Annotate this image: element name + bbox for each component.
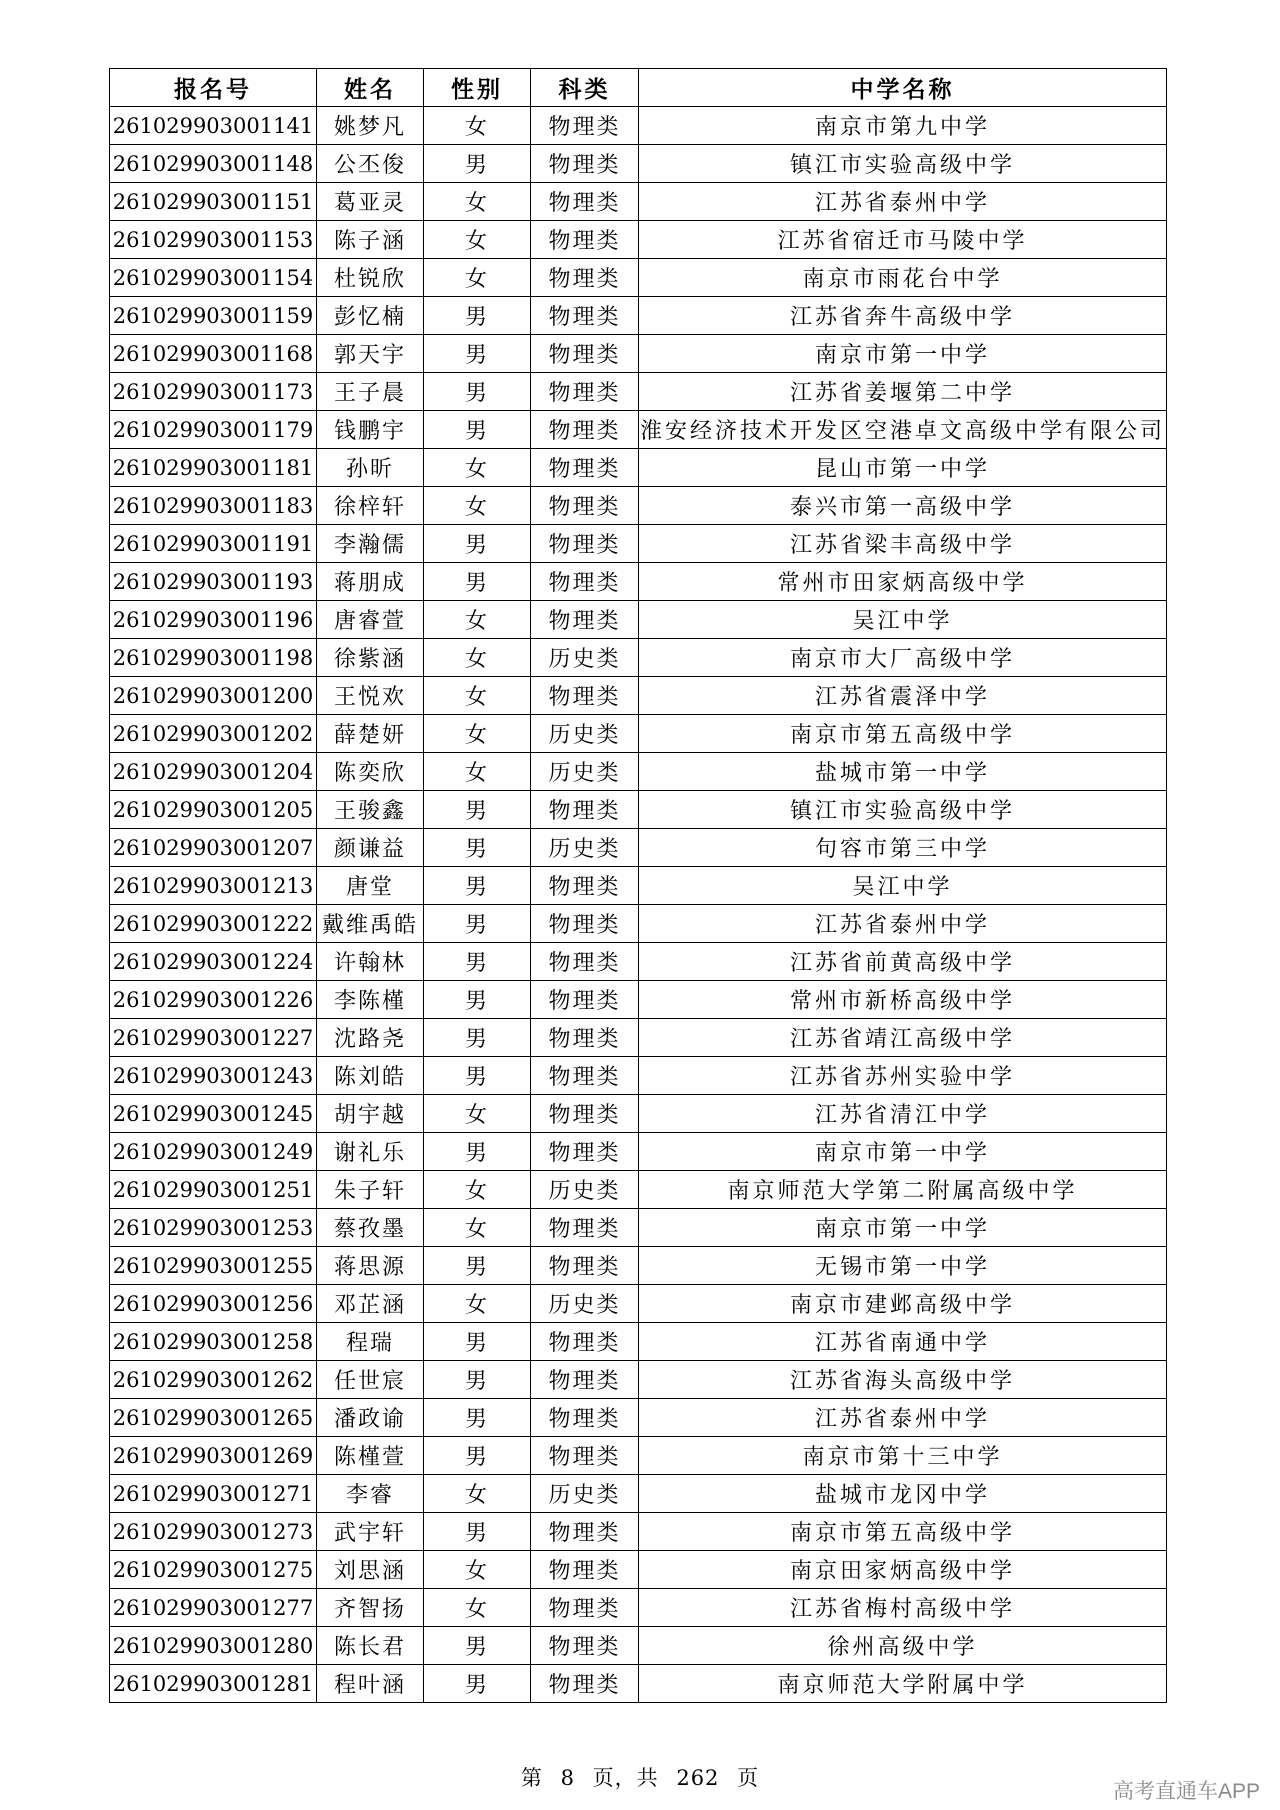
table-row <box>110 715 1167 753</box>
subject-track-cell: 历史类 <box>531 829 639 867</box>
table-row <box>110 943 1167 981</box>
gender-cell: 男 <box>424 1627 531 1665</box>
student-name-cell: 薛楚妍 <box>317 715 424 753</box>
table-row <box>110 1361 1167 1399</box>
table-row <box>110 1019 1167 1057</box>
registration-no-cell: 261029903001179 <box>110 411 317 449</box>
student-name-cell: 彭忆楠 <box>317 297 424 335</box>
registration-no-cell: 261029903001183 <box>110 487 317 525</box>
school-name-cell: 江苏省宿迁市马陵中学 <box>639 221 1167 259</box>
table-row <box>110 259 1167 297</box>
table-row <box>110 1513 1167 1551</box>
registration-no-cell: 261029903001207 <box>110 829 317 867</box>
gender-cell: 男 <box>424 297 531 335</box>
table-row <box>110 1475 1167 1513</box>
school-name-cell: 江苏省前黄高级中学 <box>639 943 1167 981</box>
student-name-cell: 谢礼乐 <box>317 1133 424 1171</box>
student-name-cell: 杜锐欣 <box>317 259 424 297</box>
table-row <box>110 449 1167 487</box>
school-name-cell: 南京市第一中学 <box>639 1209 1167 1247</box>
subject-track-cell: 物理类 <box>531 335 639 373</box>
school-name-cell: 淮安经济技术开发区空港卓文高级中学有限公司 <box>639 411 1167 449</box>
gender-cell: 男 <box>424 1323 531 1361</box>
registration-no-cell: 261029903001249 <box>110 1133 317 1171</box>
gender-cell: 男 <box>424 1133 531 1171</box>
student-name-cell: 唐堂 <box>317 867 424 905</box>
gender-cell: 女 <box>424 449 531 487</box>
registration-no-cell: 261029903001277 <box>110 1589 317 1627</box>
registration-no-cell: 261029903001154 <box>110 259 317 297</box>
registration-no-cell: 261029903001271 <box>110 1475 317 1513</box>
student-name-cell: 颜谦益 <box>317 829 424 867</box>
subject-track-cell: 历史类 <box>531 753 639 791</box>
gender-cell: 男 <box>424 145 531 183</box>
table-row <box>110 1399 1167 1437</box>
subject-track-cell: 物理类 <box>531 1247 639 1285</box>
student-name-cell: 程叶涵 <box>317 1665 424 1703</box>
footer-total-pages: 262 <box>676 1766 720 1790</box>
subject-track-cell: 物理类 <box>531 1627 639 1665</box>
gender-cell: 女 <box>424 183 531 221</box>
gender-cell: 男 <box>424 943 531 981</box>
student-name-cell: 邓芷涵 <box>317 1285 424 1323</box>
school-name-cell: 泰兴市第一高级中学 <box>639 487 1167 525</box>
roster-table <box>109 68 1167 1703</box>
registration-no-cell: 261029903001193 <box>110 563 317 601</box>
school-name-cell: 镇江市实验高级中学 <box>639 791 1167 829</box>
school-name-cell: 江苏省苏州实验中学 <box>639 1057 1167 1095</box>
footer-page-number: 8 <box>560 1766 575 1790</box>
school-name-cell: 盐城市龙冈中学 <box>639 1475 1167 1513</box>
subject-track-cell: 物理类 <box>531 449 639 487</box>
header-school-name: 中学名称 <box>639 69 1167 107</box>
student-name-cell: 唐睿萱 <box>317 601 424 639</box>
student-name-cell: 朱子轩 <box>317 1171 424 1209</box>
registration-no-cell: 261029903001243 <box>110 1057 317 1095</box>
student-name-cell: 陈槿萱 <box>317 1437 424 1475</box>
registration-no-cell: 261029903001256 <box>110 1285 317 1323</box>
student-name-cell: 徐紫涵 <box>317 639 424 677</box>
school-name-cell: 南京市雨花台中学 <box>639 259 1167 297</box>
subject-track-cell: 物理类 <box>531 487 639 525</box>
student-name-cell: 公丕俊 <box>317 145 424 183</box>
subject-track-cell: 物理类 <box>531 1133 639 1171</box>
school-name-cell: 江苏省清江中学 <box>639 1095 1167 1133</box>
student-name-cell: 李睿 <box>317 1475 424 1513</box>
registration-no-cell: 261029903001173 <box>110 373 317 411</box>
table-row <box>110 1057 1167 1095</box>
gender-cell: 女 <box>424 601 531 639</box>
subject-track-cell: 物理类 <box>531 145 639 183</box>
subject-track-cell: 物理类 <box>531 1551 639 1589</box>
subject-track-cell: 物理类 <box>531 297 639 335</box>
footer-middle: 页，共 <box>592 1766 659 1790</box>
school-name-cell: 盐城市第一中学 <box>639 753 1167 791</box>
school-name-cell: 江苏省海头高级中学 <box>639 1361 1167 1399</box>
table-row <box>110 1285 1167 1323</box>
registration-no-cell: 261029903001141 <box>110 107 317 145</box>
registration-no-cell: 261029903001262 <box>110 1361 317 1399</box>
gender-cell: 女 <box>424 639 531 677</box>
registration-no-cell: 261029903001153 <box>110 221 317 259</box>
table-row <box>110 1665 1167 1703</box>
table-row <box>110 411 1167 449</box>
gender-cell: 男 <box>424 867 531 905</box>
school-name-cell: 南京师范大学第二附属高级中学 <box>639 1171 1167 1209</box>
gender-cell: 女 <box>424 1475 531 1513</box>
student-name-cell: 陈子涵 <box>317 221 424 259</box>
footer-suffix: 页 <box>737 1766 760 1790</box>
subject-track-cell: 历史类 <box>531 715 639 753</box>
table-row <box>110 601 1167 639</box>
student-name-cell: 蔡孜墨 <box>317 1209 424 1247</box>
school-name-cell: 吴江中学 <box>639 601 1167 639</box>
gender-cell: 女 <box>424 221 531 259</box>
school-name-cell: 江苏省泰州中学 <box>639 905 1167 943</box>
gender-cell: 女 <box>424 259 531 297</box>
gender-cell: 男 <box>424 525 531 563</box>
subject-track-cell: 物理类 <box>531 1209 639 1247</box>
header-row <box>110 69 1167 107</box>
gender-cell: 男 <box>424 1247 531 1285</box>
subject-track-cell: 历史类 <box>531 1171 639 1209</box>
school-name-cell: 南京市第一中学 <box>639 1133 1167 1171</box>
registration-no-cell: 261029903001265 <box>110 1399 317 1437</box>
gender-cell: 女 <box>424 1209 531 1247</box>
registration-no-cell: 261029903001281 <box>110 1665 317 1703</box>
student-name-cell: 戴维禹皓 <box>317 905 424 943</box>
registration-no-cell: 261029903001213 <box>110 867 317 905</box>
student-name-cell: 程瑞 <box>317 1323 424 1361</box>
subject-track-cell: 物理类 <box>531 981 639 1019</box>
student-name-cell: 徐梓轩 <box>317 487 424 525</box>
subject-track-cell: 物理类 <box>531 563 639 601</box>
subject-track-cell: 物理类 <box>531 525 639 563</box>
table-row <box>110 677 1167 715</box>
school-name-cell: 南京市第五高级中学 <box>639 715 1167 753</box>
table-row <box>110 829 1167 867</box>
watermark-text: 高考直通车APP <box>1112 1780 1260 1803</box>
school-name-cell: 江苏省靖江高级中学 <box>639 1019 1167 1057</box>
school-name-cell: 昆山市第一中学 <box>639 449 1167 487</box>
table-row <box>110 297 1167 335</box>
subject-track-cell: 物理类 <box>531 373 639 411</box>
registration-no-cell: 261029903001181 <box>110 449 317 487</box>
gender-cell: 女 <box>424 1171 531 1209</box>
school-name-cell: 南京市建邺高级中学 <box>639 1285 1167 1323</box>
subject-track-cell: 物理类 <box>531 1665 639 1703</box>
table-row <box>110 981 1167 1019</box>
student-name-cell: 钱鹏宇 <box>317 411 424 449</box>
table-row <box>110 1209 1167 1247</box>
table-row <box>110 791 1167 829</box>
page-footer <box>0 1762 1280 1792</box>
school-name-cell: 常州市新桥高级中学 <box>639 981 1167 1019</box>
school-name-cell: 句容市第三中学 <box>639 829 1167 867</box>
registration-no-cell: 261029903001275 <box>110 1551 317 1589</box>
student-name-cell: 胡宇越 <box>317 1095 424 1133</box>
gender-cell: 男 <box>424 373 531 411</box>
school-name-cell: 南京市第五高级中学 <box>639 1513 1167 1551</box>
gender-cell: 男 <box>424 335 531 373</box>
student-name-cell: 李陈槿 <box>317 981 424 1019</box>
table-row <box>110 221 1167 259</box>
table-row <box>110 1551 1167 1589</box>
registration-no-cell: 261029903001258 <box>110 1323 317 1361</box>
gender-cell: 女 <box>424 1589 531 1627</box>
subject-track-cell: 物理类 <box>531 943 639 981</box>
student-name-cell: 孙昕 <box>317 449 424 487</box>
subject-track-cell: 物理类 <box>531 601 639 639</box>
table-row <box>110 1247 1167 1285</box>
school-name-cell: 南京田家炳高级中学 <box>639 1551 1167 1589</box>
subject-track-cell: 物理类 <box>531 183 639 221</box>
gender-cell: 男 <box>424 829 531 867</box>
table-row <box>110 1627 1167 1665</box>
table-row <box>110 373 1167 411</box>
registration-no-cell: 261029903001222 <box>110 905 317 943</box>
subject-track-cell: 物理类 <box>531 1361 639 1399</box>
table-row <box>110 1171 1167 1209</box>
gender-cell: 女 <box>424 677 531 715</box>
footer-prefix: 第 <box>520 1766 543 1790</box>
subject-track-cell: 物理类 <box>531 1437 639 1475</box>
subject-track-cell: 物理类 <box>531 791 639 829</box>
student-name-cell: 姚梦凡 <box>317 107 424 145</box>
gender-cell: 男 <box>424 1361 531 1399</box>
school-name-cell: 南京师范大学附属中学 <box>639 1665 1167 1703</box>
registration-no-cell: 261029903001224 <box>110 943 317 981</box>
student-name-cell: 陈奕欣 <box>317 753 424 791</box>
table-row <box>110 487 1167 525</box>
school-name-cell: 江苏省泰州中学 <box>639 183 1167 221</box>
table-row <box>110 905 1167 943</box>
gender-cell: 男 <box>424 905 531 943</box>
school-name-cell: 江苏省梁丰高级中学 <box>639 525 1167 563</box>
table-row <box>110 183 1167 221</box>
table-row <box>110 1133 1167 1171</box>
subject-track-cell: 历史类 <box>531 1285 639 1323</box>
gender-cell: 男 <box>424 1057 531 1095</box>
school-name-cell: 南京市第一中学 <box>639 335 1167 373</box>
registration-no-cell: 261029903001200 <box>110 677 317 715</box>
student-name-cell: 许翰林 <box>317 943 424 981</box>
student-name-cell: 郭天宇 <box>317 335 424 373</box>
school-name-cell: 无锡市第一中学 <box>639 1247 1167 1285</box>
registration-no-cell: 261029903001198 <box>110 639 317 677</box>
subject-track-cell: 物理类 <box>531 867 639 905</box>
subject-track-cell: 物理类 <box>531 259 639 297</box>
gender-cell: 男 <box>424 1513 531 1551</box>
table-row <box>110 1323 1167 1361</box>
table-row <box>110 335 1167 373</box>
registration-no-cell: 261029903001204 <box>110 753 317 791</box>
registration-no-cell: 261029903001251 <box>110 1171 317 1209</box>
header-registration-no: 报名号 <box>110 69 317 107</box>
gender-cell: 女 <box>424 1551 531 1589</box>
subject-track-cell: 物理类 <box>531 1323 639 1361</box>
header-gender: 性别 <box>424 69 531 107</box>
registration-no-cell: 261029903001255 <box>110 1247 317 1285</box>
subject-track-cell: 物理类 <box>531 107 639 145</box>
school-name-cell: 徐州高级中学 <box>639 1627 1167 1665</box>
subject-track-cell: 物理类 <box>531 411 639 449</box>
registration-no-cell: 261029903001227 <box>110 1019 317 1057</box>
table-row <box>110 145 1167 183</box>
roster-body <box>110 107 1167 1703</box>
registration-no-cell: 261029903001196 <box>110 601 317 639</box>
student-name-cell: 武宇轩 <box>317 1513 424 1551</box>
student-name-cell: 蒋朋成 <box>317 563 424 601</box>
school-name-cell: 江苏省南通中学 <box>639 1323 1167 1361</box>
student-name-cell: 李瀚儒 <box>317 525 424 563</box>
registration-no-cell: 261029903001159 <box>110 297 317 335</box>
table-row <box>110 1095 1167 1133</box>
student-name-cell: 王子晨 <box>317 373 424 411</box>
registration-no-cell: 261029903001226 <box>110 981 317 1019</box>
registration-no-cell: 261029903001273 <box>110 1513 317 1551</box>
registration-no-cell: 261029903001151 <box>110 183 317 221</box>
table-row <box>110 525 1167 563</box>
student-name-cell: 齐智扬 <box>317 1589 424 1627</box>
gender-cell: 女 <box>424 1285 531 1323</box>
subject-track-cell: 物理类 <box>531 1399 639 1437</box>
subject-track-cell: 物理类 <box>531 905 639 943</box>
gender-cell: 男 <box>424 1437 531 1475</box>
subject-track-cell: 物理类 <box>531 1057 639 1095</box>
gender-cell: 女 <box>424 487 531 525</box>
subject-track-cell: 历史类 <box>531 639 639 677</box>
school-name-cell: 南京市第十三中学 <box>639 1437 1167 1475</box>
gender-cell: 女 <box>424 107 531 145</box>
school-name-cell: 镇江市实验高级中学 <box>639 145 1167 183</box>
table-row <box>110 639 1167 677</box>
school-name-cell: 南京市大厂高级中学 <box>639 639 1167 677</box>
registration-no-cell: 261029903001280 <box>110 1627 317 1665</box>
registration-no-cell: 261029903001245 <box>110 1095 317 1133</box>
registration-no-cell: 261029903001148 <box>110 145 317 183</box>
registration-no-cell: 261029903001269 <box>110 1437 317 1475</box>
registration-no-cell: 261029903001191 <box>110 525 317 563</box>
registration-no-cell: 261029903001253 <box>110 1209 317 1247</box>
table-row <box>110 1589 1167 1627</box>
subject-track-cell: 物理类 <box>531 221 639 259</box>
school-name-cell: 南京市第九中学 <box>639 107 1167 145</box>
subject-track-cell: 物理类 <box>531 1589 639 1627</box>
school-name-cell: 吴江中学 <box>639 867 1167 905</box>
subject-track-cell: 物理类 <box>531 1095 639 1133</box>
student-name-cell: 蒋思源 <box>317 1247 424 1285</box>
subject-track-cell: 历史类 <box>531 1475 639 1513</box>
school-name-cell: 常州市田家炳高级中学 <box>639 563 1167 601</box>
registration-no-cell: 261029903001202 <box>110 715 317 753</box>
gender-cell: 男 <box>424 1665 531 1703</box>
student-name-cell: 陈刘皓 <box>317 1057 424 1095</box>
gender-cell: 女 <box>424 1095 531 1133</box>
gender-cell: 男 <box>424 411 531 449</box>
student-name-cell: 刘思涵 <box>317 1551 424 1589</box>
gender-cell: 男 <box>424 791 531 829</box>
table-row <box>110 107 1167 145</box>
gender-cell: 女 <box>424 715 531 753</box>
header-subject-track: 科类 <box>531 69 639 107</box>
student-name-cell: 王骏鑫 <box>317 791 424 829</box>
student-name-cell: 任世宸 <box>317 1361 424 1399</box>
student-name-cell: 葛亚灵 <box>317 183 424 221</box>
subject-track-cell: 物理类 <box>531 1019 639 1057</box>
school-name-cell: 江苏省梅村高级中学 <box>639 1589 1167 1627</box>
student-name-cell: 陈长君 <box>317 1627 424 1665</box>
school-name-cell: 江苏省奔牛高级中学 <box>639 297 1167 335</box>
student-name-cell: 沈路尧 <box>317 1019 424 1057</box>
table-row <box>110 867 1167 905</box>
gender-cell: 男 <box>424 563 531 601</box>
subject-track-cell: 物理类 <box>531 1513 639 1551</box>
student-name-cell: 王悦欢 <box>317 677 424 715</box>
table-row <box>110 563 1167 601</box>
registration-no-cell: 261029903001205 <box>110 791 317 829</box>
school-name-cell: 江苏省震泽中学 <box>639 677 1167 715</box>
subject-track-cell: 物理类 <box>531 677 639 715</box>
school-name-cell: 江苏省泰州中学 <box>639 1399 1167 1437</box>
header-name: 姓名 <box>317 69 424 107</box>
gender-cell: 男 <box>424 981 531 1019</box>
gender-cell: 女 <box>424 753 531 791</box>
gender-cell: 男 <box>424 1019 531 1057</box>
gender-cell: 男 <box>424 1399 531 1437</box>
table-row <box>110 753 1167 791</box>
student-name-cell: 潘政谕 <box>317 1399 424 1437</box>
school-name-cell: 江苏省姜堰第二中学 <box>639 373 1167 411</box>
table-row <box>110 1437 1167 1475</box>
registration-no-cell: 261029903001168 <box>110 335 317 373</box>
